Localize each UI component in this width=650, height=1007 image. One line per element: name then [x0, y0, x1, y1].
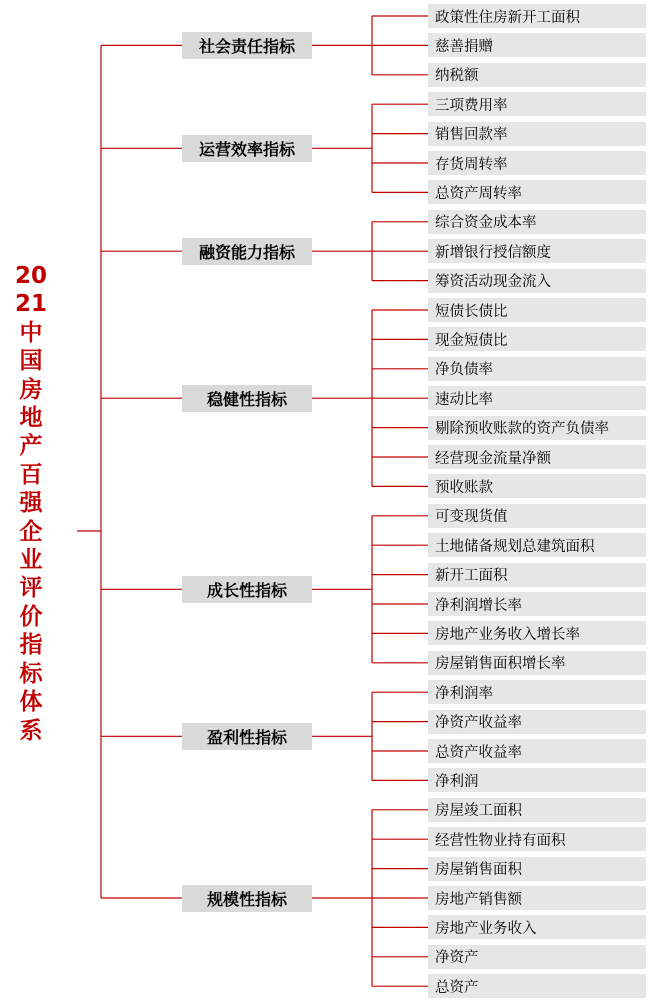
indicator-item: 新增银行授信额度 — [428, 239, 646, 263]
indicator-item: 经营性物业持有面积 — [428, 827, 646, 851]
category-box: 稳健性指标 — [182, 385, 312, 412]
indicator-item: 速动比率 — [428, 386, 646, 410]
indicator-item: 短债长债比 — [428, 298, 646, 322]
indicator-item: 净利润率 — [428, 680, 646, 704]
category-box: 融资能力指标 — [182, 238, 312, 265]
indicator-item: 房屋竣工面积 — [428, 798, 646, 822]
indicator-item: 三项费用率 — [428, 92, 646, 116]
indicator-item: 净资产 — [428, 945, 646, 969]
indicator-item: 新开工面积 — [428, 563, 646, 587]
indicator-item: 政策性住房新开工面积 — [428, 4, 646, 28]
indicator-item: 房地产业务收入增长率 — [428, 621, 646, 645]
indicator-item: 净负债率 — [428, 357, 646, 381]
indicator-item: 经营现金流量净额 — [428, 445, 646, 469]
indicator-item: 综合资金成本率 — [428, 210, 646, 234]
category-box: 盈利性指标 — [182, 723, 312, 750]
indicator-item: 房屋销售面积 — [428, 857, 646, 881]
indicator-item: 净利润增长率 — [428, 592, 646, 616]
indicator-item: 纳税额 — [428, 63, 646, 87]
root-title: 2021中国房地产百强企业评价指标体系 — [14, 263, 47, 744]
indicator-item: 现金短债比 — [428, 327, 646, 351]
indicator-item: 房地产业务收入 — [428, 915, 646, 939]
indicator-item: 剔除预收账款的资产负债率 — [428, 416, 646, 440]
category-box: 运营效率指标 — [182, 135, 312, 162]
indicator-item: 房屋销售面积增长率 — [428, 651, 646, 675]
category-box: 规模性指标 — [182, 885, 312, 912]
indicator-item: 预收账款 — [428, 474, 646, 498]
indicator-item: 总资产 — [428, 974, 646, 998]
indicator-item: 房地产销售额 — [428, 886, 646, 910]
category-box: 成长性指标 — [182, 576, 312, 603]
indicator-item: 土地储备规划总建筑面积 — [428, 533, 646, 557]
category-box: 社会责任指标 — [182, 32, 312, 59]
indicator-item: 总资产周转率 — [428, 180, 646, 204]
indicator-item: 可变现货值 — [428, 504, 646, 528]
indicator-item: 存货周转率 — [428, 151, 646, 175]
indicator-item: 销售回款率 — [428, 122, 646, 146]
indicator-item: 总资产收益率 — [428, 739, 646, 763]
indicator-item: 净利润 — [428, 768, 646, 792]
indicator-item: 慈善捐赠 — [428, 33, 646, 57]
indicator-item: 净资产收益率 — [428, 710, 646, 734]
indicator-item: 筹资活动现金流入 — [428, 269, 646, 293]
